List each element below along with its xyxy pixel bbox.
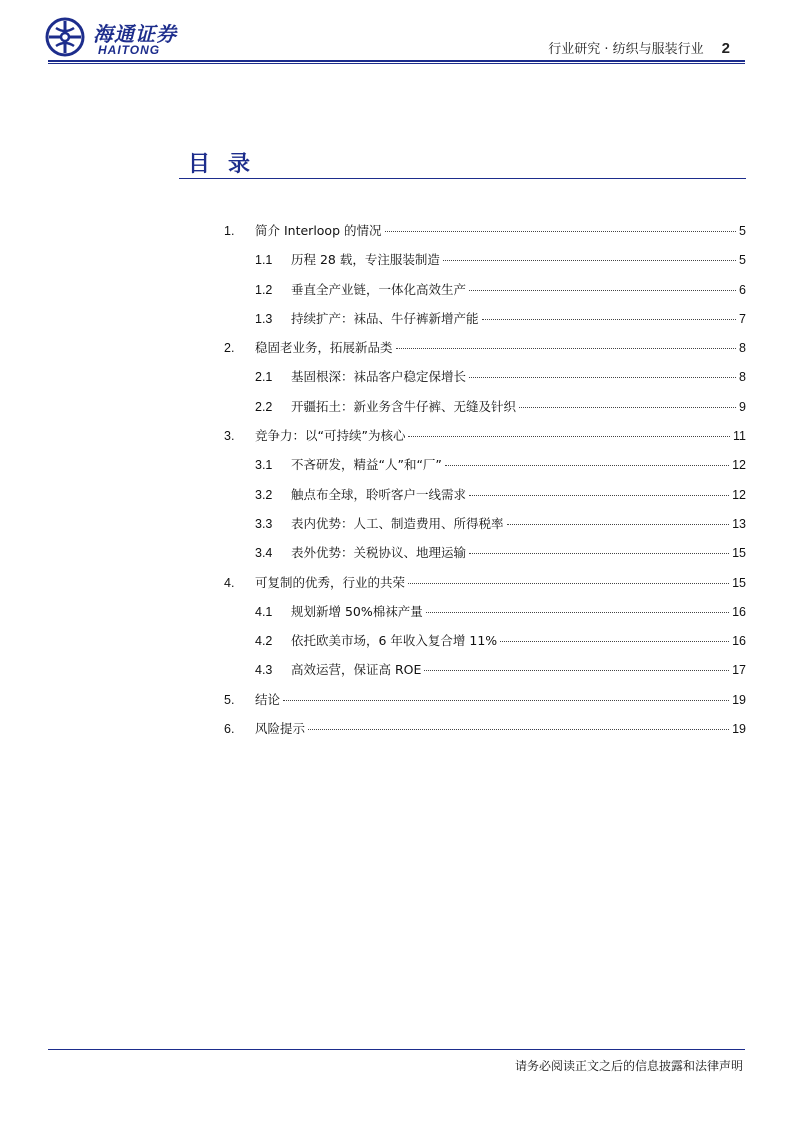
toc-entry-number: 3.3 bbox=[255, 516, 273, 531]
toc-entry-page: 8 bbox=[739, 370, 746, 385]
toc-entry-2-2[interactable] bbox=[224, 397, 746, 426]
toc-entry-number: 1. bbox=[224, 224, 235, 238]
toc-entry-label: 稳固老业务，拓展新品类 bbox=[255, 340, 393, 356]
toc-entry-page: 13 bbox=[732, 516, 746, 531]
toc-entry-number: 1.3 bbox=[255, 311, 273, 326]
toc-entry-label: 持续扩产：袜品、牛仔裤新增产能 bbox=[291, 310, 479, 326]
toc-entry-number: 4. bbox=[224, 575, 235, 590]
toc-entry-number: 1.2 bbox=[255, 282, 273, 297]
toc-entry-number: 3.1 bbox=[255, 458, 273, 473]
toc-entry-label: 风险提示 bbox=[255, 721, 306, 737]
toc-leader-dots bbox=[519, 407, 736, 408]
toc-leader-dots bbox=[500, 641, 729, 642]
toc-entry-number: 5. bbox=[224, 692, 235, 707]
toc-leader-dots bbox=[408, 583, 729, 584]
toc-leader-dots bbox=[443, 260, 736, 261]
toc-entry-label: 结论 bbox=[255, 691, 281, 707]
header-divider bbox=[48, 60, 745, 62]
toc-entry-page: 16 bbox=[732, 604, 746, 619]
toc-leader-dots bbox=[408, 436, 730, 437]
footer-disclaimer: 请务必阅读正文之后的信息披露和法律声明 bbox=[514, 1059, 743, 1073]
haitong-logo-icon bbox=[45, 17, 85, 57]
toc-entry-page: 7 bbox=[739, 311, 746, 326]
toc-leader-dots bbox=[426, 612, 729, 613]
toc-entry-label: 开疆拓土：新业务含牛仔裤、无缝及针织 bbox=[291, 398, 517, 414]
toc-entry-label: 表内优势：人工、制造费用、所得税率 bbox=[291, 515, 504, 531]
logo-english-name: HAITONG bbox=[98, 43, 161, 57]
toc-entry-label: 规划新增 50%棉袜产量 bbox=[291, 603, 423, 619]
toc-entry-page: 5 bbox=[739, 253, 746, 268]
toc-entry-number: 4.1 bbox=[255, 604, 273, 619]
footer-divider bbox=[48, 1049, 745, 1050]
toc-entry-4-3[interactable] bbox=[224, 660, 746, 689]
toc-leader-dots bbox=[507, 524, 730, 525]
toc-entry-number: 4.2 bbox=[255, 634, 273, 649]
toc-entry-4-2[interactable] bbox=[224, 631, 746, 660]
report-category: 行业研究 · 纺织与服装行业 bbox=[548, 42, 704, 57]
company-logo bbox=[45, 17, 195, 61]
toc-entry-label: 可复制的优秀，行业的共荣 bbox=[255, 574, 406, 590]
toc-entry-4-1[interactable] bbox=[224, 602, 746, 631]
toc-leader-dots bbox=[385, 231, 737, 232]
toc-entry-label: 垂直全产业链，一体化高效生产 bbox=[291, 281, 467, 297]
toc-entry-1-1[interactable] bbox=[224, 250, 746, 279]
toc-leader-dots bbox=[308, 729, 729, 730]
toc-entry-label: 触点布全球，聆听客户一线需求 bbox=[291, 486, 467, 502]
toc-entry-3-2[interactable] bbox=[224, 485, 746, 514]
toc-entry-3-4[interactable] bbox=[224, 543, 746, 572]
toc-entry-number: 3.2 bbox=[255, 487, 273, 502]
toc-entry-page: 12 bbox=[732, 458, 746, 473]
toc-entry-3-3[interactable] bbox=[224, 514, 746, 543]
toc-entry-page: 15 bbox=[732, 575, 746, 590]
toc-entry-4[interactable] bbox=[224, 573, 746, 602]
toc-entry-page: 6 bbox=[739, 282, 746, 297]
toc-entry-number: 2.1 bbox=[255, 370, 273, 385]
toc-entry-label: 简介 Interloop 的情况 bbox=[255, 223, 382, 238]
page-number: 2 bbox=[721, 40, 730, 57]
toc-entry-page: 17 bbox=[732, 663, 746, 678]
toc-entry-number: 2. bbox=[224, 341, 235, 356]
toc-entry-page: 19 bbox=[732, 722, 746, 737]
toc-leader-dots bbox=[445, 465, 729, 466]
logo-chinese-name: 海通证券 bbox=[93, 22, 177, 46]
toc-entry-3-1[interactable] bbox=[224, 455, 746, 484]
toc-entry-page: 11 bbox=[733, 429, 746, 444]
toc-entry-page: 19 bbox=[732, 692, 746, 707]
toc-leader-dots bbox=[469, 377, 736, 378]
toc-entry-label: 依托欧美市场，6 年收入复合增 11% bbox=[291, 633, 498, 649]
toc-leader-dots bbox=[469, 495, 729, 496]
toc-entry-6[interactable] bbox=[224, 719, 746, 748]
header-divider-thin bbox=[48, 63, 745, 64]
toc-leader-dots bbox=[469, 290, 736, 291]
toc-entry-number: 1.1 bbox=[255, 253, 273, 268]
toc-entry-number: 3.4 bbox=[255, 546, 273, 561]
toc-entry-number: 3. bbox=[224, 429, 235, 444]
toc-entry-page: 8 bbox=[739, 341, 746, 356]
header-info bbox=[548, 38, 730, 57]
toc-entry-label: 历程 28 载，专注服装制造 bbox=[291, 252, 440, 268]
toc-entry-2-1[interactable] bbox=[224, 367, 746, 396]
toc-entry-label: 高效运营，保证高 ROE bbox=[291, 662, 422, 678]
toc-entry-label: 基固根深：袜品客户稳定保增长 bbox=[291, 369, 467, 385]
toc-entry-number: 4.3 bbox=[255, 663, 273, 678]
toc-title: 目录 bbox=[188, 152, 269, 177]
toc-entry-page: 5 bbox=[739, 224, 746, 238]
toc-entry-2[interactable] bbox=[224, 338, 746, 367]
toc-entry-number: 6. bbox=[224, 722, 235, 737]
toc-leader-dots bbox=[396, 348, 737, 349]
toc-entry-1[interactable] bbox=[224, 221, 746, 250]
toc-entry-label: 竞争力：以“可持续”为核心 bbox=[255, 428, 406, 444]
toc-entry-3[interactable] bbox=[224, 426, 746, 455]
toc-title-underline bbox=[179, 178, 746, 179]
toc-entry-1-2[interactable] bbox=[224, 280, 746, 309]
toc-leader-dots bbox=[469, 553, 729, 554]
toc-entry-page: 16 bbox=[732, 634, 746, 649]
toc-entry-5[interactable] bbox=[224, 690, 746, 719]
toc-leader-dots bbox=[424, 670, 729, 671]
toc-leader-dots bbox=[283, 700, 729, 701]
toc-entry-page: 15 bbox=[732, 546, 746, 561]
toc-entry-1-3[interactable] bbox=[224, 309, 746, 338]
toc-entry-label: 不吝研发，精益“人”和“厂” bbox=[291, 457, 442, 473]
table-of-contents bbox=[224, 221, 746, 748]
toc-entry-page: 9 bbox=[739, 399, 746, 414]
toc-entry-number: 2.2 bbox=[255, 399, 273, 414]
toc-entry-label: 表外优势：关税协议、地理运输 bbox=[291, 545, 467, 561]
toc-entry-page: 12 bbox=[732, 487, 746, 502]
toc-leader-dots bbox=[482, 319, 737, 320]
